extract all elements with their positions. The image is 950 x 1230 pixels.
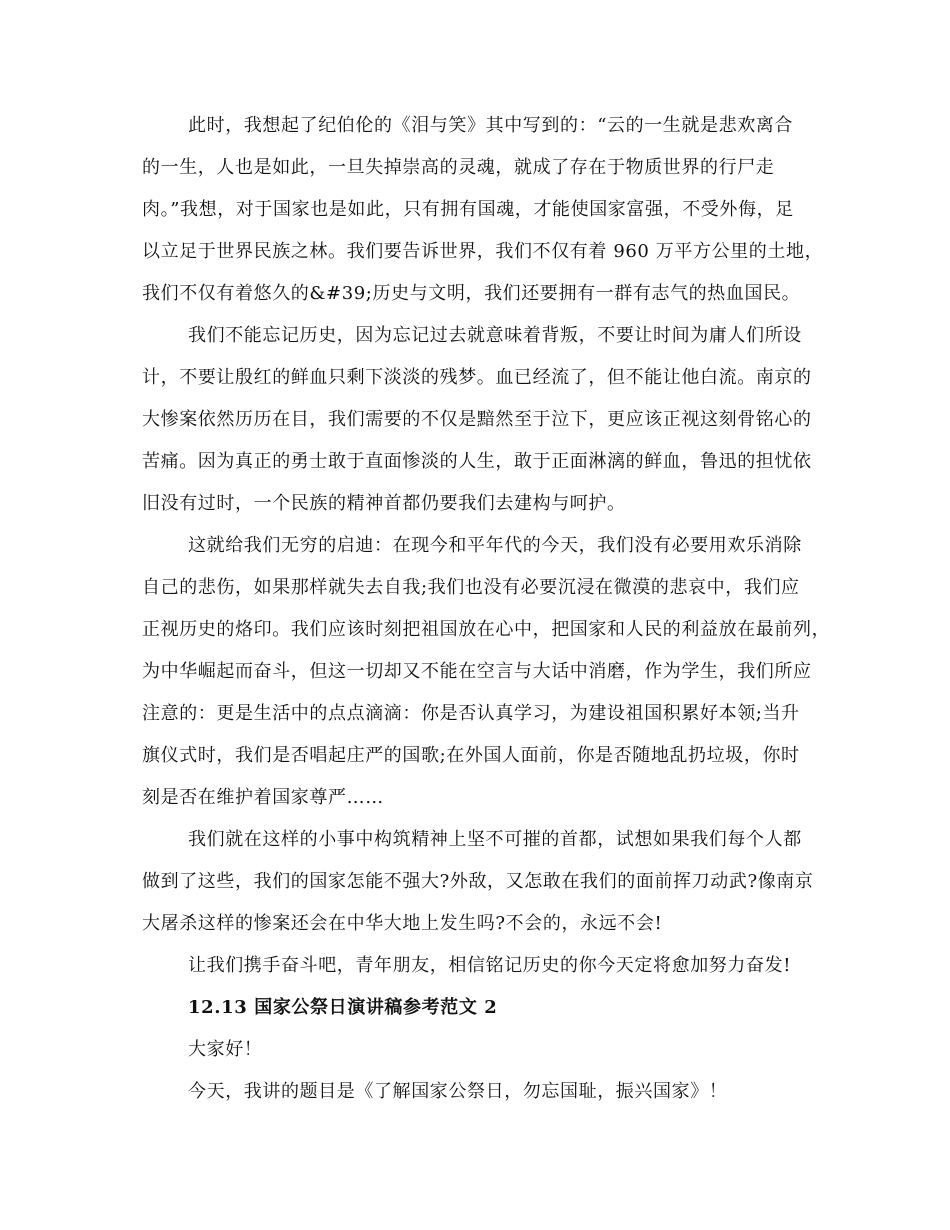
paragraph-3-line-7: 刻是否在维护着国家尊严……: [142, 787, 384, 808]
greeting-line: 大家好！: [188, 1039, 263, 1060]
paragraph-1-line-4: 以立足于世界民族之林。我们要告诉世界，我们不仅有着 960 万平方公里的土地，: [142, 241, 824, 262]
paragraph-1-line-3: 肉。”我想，对于国家也是如此，只有拥有国魂，才能使国家富强，不受外侮，足: [142, 199, 794, 220]
paragraph-4-line-2: 做到了这些，我们的国家怎能不强大?外敌，又怎敢在我们的面前挥刀动武?像南京: [142, 871, 814, 892]
paragraph-4-line-3: 大屠杀这样的惨案还会在中华大地上发生吗?不会的，永远不会!: [142, 913, 663, 934]
paragraph-1-line-5: 我们不仅有着悠久的&#39;历史与文明，我们还要拥有一群有志气的热血国民。: [142, 283, 801, 304]
paragraph-2-line-2: 计，不要让殷红的鲜血只剩下淡淡的残梦。血已经流了，但不能让他白流。南京的: [142, 367, 812, 388]
paragraph-3-line-2: 自己的悲伤，如果那样就失去自我;我们也没有必要沉浸在微漠的悲哀中，我们应: [142, 577, 800, 598]
paragraph-2-line-4: 苦痛。因为真正的勇士敢于直面惨淡的人生，敢于正面淋漓的鲜血，鲁迅的担忧依: [142, 451, 812, 472]
paragraph-2-line-3: 大惨案依然历历在目，我们需要的不仅是黯然至于泣下，更应该正视这刻骨铭心的: [142, 409, 812, 430]
speech-topic-line: 今天，我讲的题目是《了解国家公祭日，勿忘国耻，振兴国家》！: [188, 1081, 728, 1102]
paragraph-3-line-3: 正视历史的烙印。我们应该时刻把祖国放在心中，把国家和人民的利益放在最前列，: [142, 619, 831, 640]
paragraph-4-line-1: 我们就在这样的小事中构筑精神上坚不可摧的首都，试想如果我们每个人都: [188, 829, 802, 850]
paragraph-3-line-4: 为中华崛起而奋斗，但这一切却又不能在空言与大话中消磨，作为学生，我们所应: [142, 661, 812, 682]
section-heading: 12.13 国家公祭日演讲稿参考范文 2: [188, 997, 498, 1018]
paragraph-3-line-6: 旗仪式时，我们是否唱起庄严的国歌;在外国人面前，你是否随地乱扔垃圾，你时: [142, 745, 800, 766]
paragraph-1-line-2: 的一生，人也是如此，一旦失掉崇高的灵魂，就成了存在于物质世界的行尸走: [142, 157, 775, 178]
paragraph-3-line-5: 注意的：更是生活中的点点滴滴：你是否认真学习，为建设祖国积累好本领;当升: [142, 703, 800, 724]
paragraph-5-line-1: 让我们携手奋斗吧，青年朋友，相信铭记历史的你今天定将愈加努力奋发!: [188, 955, 792, 976]
paragraph-1-line-1: 此时，我想起了纪伯伦的《泪与笑》其中写到的：“云的一生就是悲欢离合: [188, 115, 793, 136]
paragraph-3-line-1: 这就给我们无穷的启迪：在现今和平年代的今天，我们没有必要用欢乐消除: [188, 535, 802, 556]
paragraph-2-line-5: 旧没有过时，一个民族的精神首都仍要我们去建构与呵护。: [142, 493, 626, 514]
paragraph-2-line-1: 我们不能忘记历史，因为忘记过去就意味着背叛，不要让时间为庸人们所设: [188, 325, 802, 346]
